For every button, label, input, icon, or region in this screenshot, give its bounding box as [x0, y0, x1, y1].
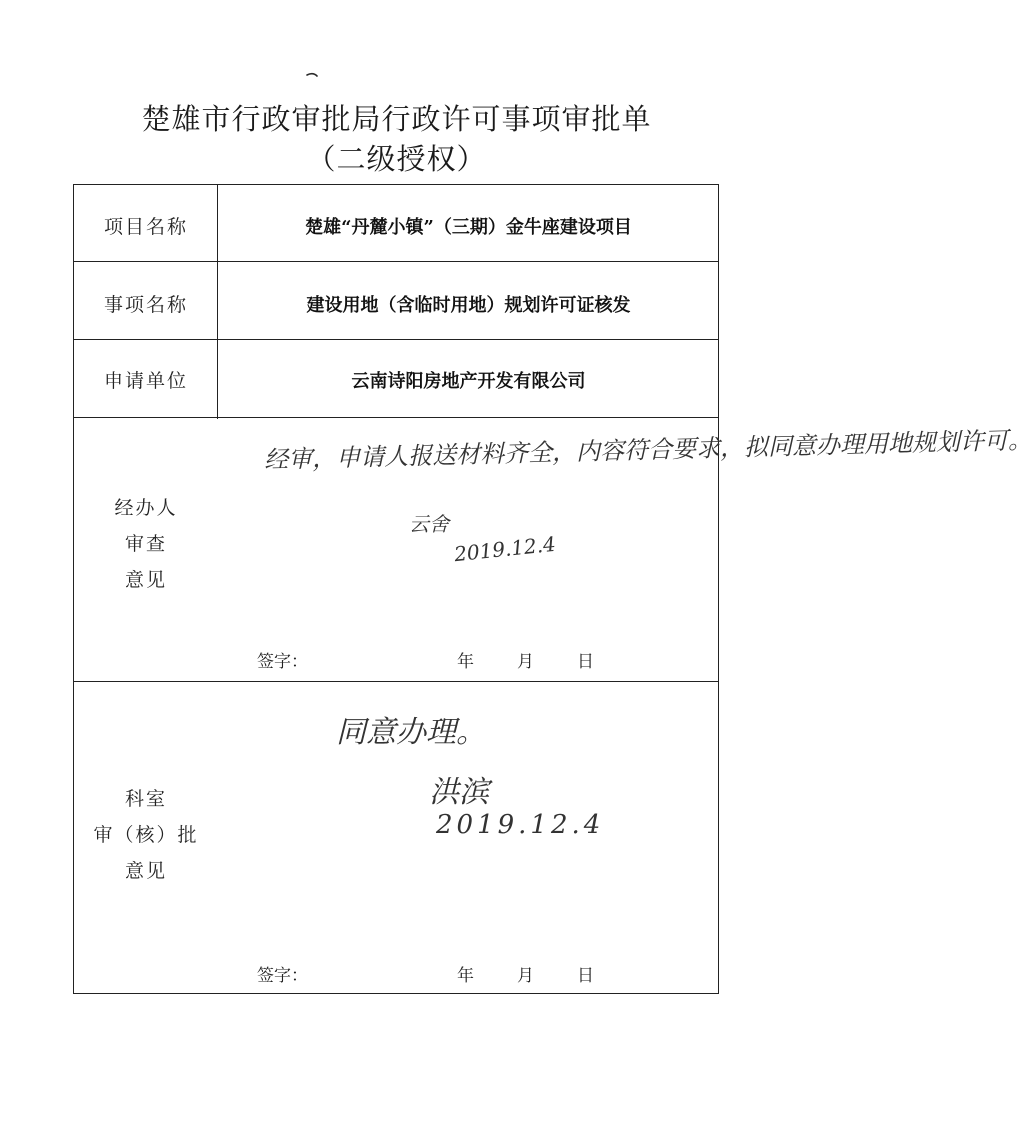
reviewer-year-label: 年 [457, 652, 474, 672]
reviewer-sign-label: 签字： [257, 652, 308, 672]
project-name-value: 楚雄“丹麓小镇”（三期）金牛座建设项目 [305, 217, 632, 238]
reviewer-label-line3: 意见 [124, 569, 167, 591]
approval-year-label: 年 [457, 966, 474, 986]
item-name-value: 建设用地（含临时用地）规划许可证核发 [306, 295, 631, 316]
row-divider-2 [74, 339, 718, 340]
reviewer-opinion-label [74, 490, 218, 598]
row-divider-4 [74, 681, 718, 682]
reviewer-handwritten-signature: 云舍 [409, 512, 449, 536]
approval-label-line3: 意见 [124, 860, 167, 882]
approval-day-label: 日 [577, 966, 594, 986]
applicant-label: 申请单位 [103, 370, 188, 392]
approval-handwritten-signature: 洪滨 [429, 775, 489, 810]
document-title: 楚雄市行政审批局行政许可事项审批单 [141, 102, 652, 136]
reviewer-handwritten-line: 经审，申请人报送材料齐全，内容符合要求，拟同意办理用地规划许可。 [263, 425, 1032, 475]
approval-handwritten-opinion: 同意办理。 [336, 715, 486, 750]
reviewer-label-line1: 经办人 [114, 497, 178, 519]
item-name-label: 事项名称 [103, 294, 188, 316]
reviewer-label-line2: 审查 [124, 533, 167, 555]
approval-sign-label: 签字： [257, 966, 308, 986]
row-divider-1 [74, 261, 718, 262]
document-subtitle: （二级授权） [306, 142, 487, 176]
approval-label-line1: 科室 [124, 788, 167, 810]
approval-handwritten-date: 2019.12.4 [436, 810, 605, 840]
approval-form-table [73, 184, 1032, 994]
approval-month-label: 月 [517, 966, 534, 986]
stray-pen-mark [305, 70, 325, 80]
reviewer-month-label: 月 [517, 652, 534, 672]
approval-opinion-label [74, 781, 218, 889]
row-divider-3 [74, 417, 718, 418]
approval-label-line2: 审（核）批 [93, 824, 199, 846]
reviewer-handwritten-date: 2019.12.4 [453, 531, 557, 567]
reviewer-day-label: 日 [577, 652, 594, 672]
applicant-value: 云南诗阳房地产开发有限公司 [351, 371, 586, 392]
project-name-label: 项目名称 [103, 216, 188, 238]
